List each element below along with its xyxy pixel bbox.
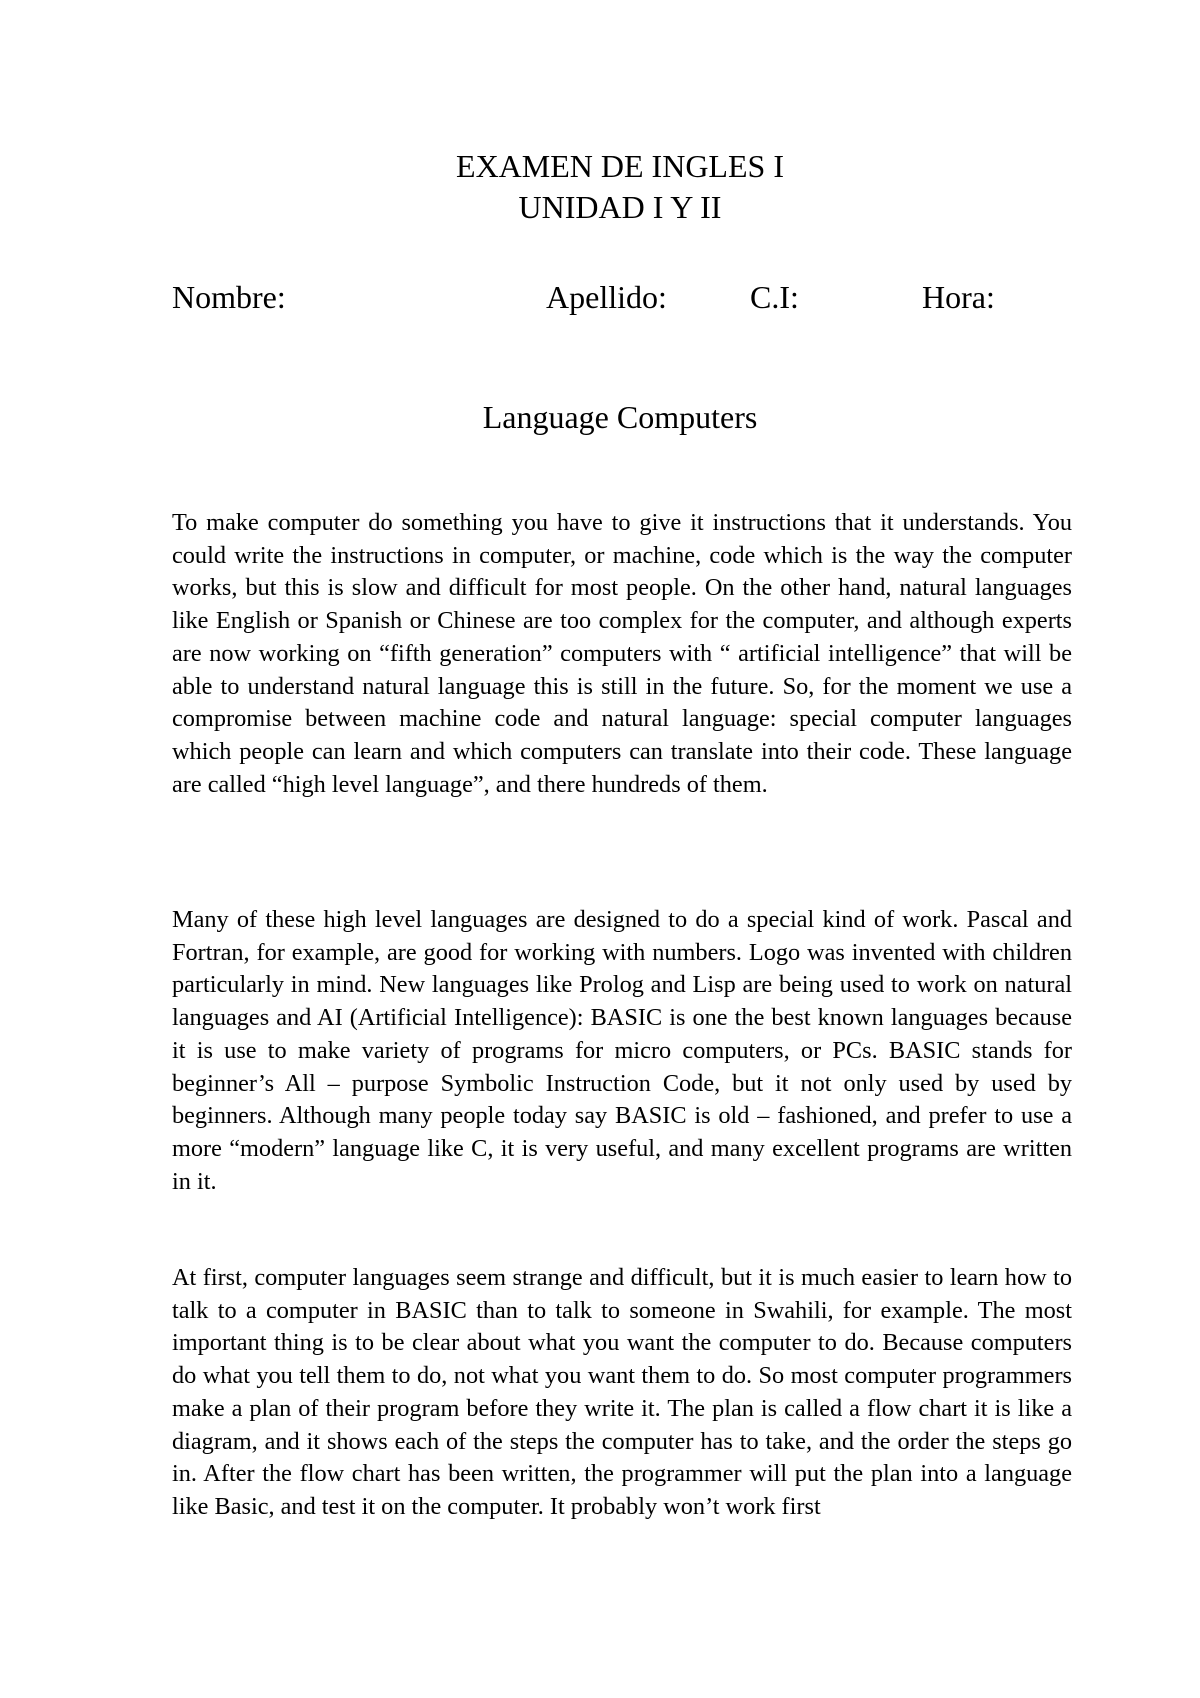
reading-paragraph-1: To make computer do something you have to give it instructions that it understands. You could write the instructions in computer, or machine, code which is the way the computer works, but this is slow and difficult for most people. On the other hand, natural languages like English or Spanish or Chinese are too complex for the computer, and although experts are now working on “fifth generation” computers with “ artificial intelligence” that will be able to understand natural language this is still in the future. So, for the moment we use a compromise between machine code and natural language: special computer languages which people can learn and which computers can translate into their code. These language are called “high level language”, and there hundreds of them. bbox=[172, 509, 1072, 798]
reading-paragraph-2: Many of these high level languages are designed to do a special kind of work. Pascal and Fortran, for example, are good for working with numbers. Logo was invented with children particularly in mind. New languages like Prolog and Lisp are being used to work on natural languages and AI (Artificial Intelligence): BASIC is one the best known languages because it is use to make variety of programs for micro computers, or PCs. BASIC stands for beginner’s All – purpose Symbolic Instruction Code, but it not only used by used by beginners. Although many people today say BASIC is old – fashioned, and prefer to use a more “modern” language like C, it is very useful, and many excellent programs are written in it. bbox=[172, 906, 1072, 1195]
reading-paragraph-3: At first, computer languages seem strange and difficult, but it is much easier to learn how to talk to a computer in BASIC than to talk to someone in Swahili, for example. The most important thing is to be clear about what you want the computer to do. Because computers do what you tell them to do, not what you want them to do. So most computer programmers make a plan of their program before they write it. The plan is called a flow chart it is like a diagram, and it shows each of the steps the computer has to take, and the order the steps go in. After the flow chart has been written, the programmer will put the plan into a language like Basic, and test it on the computer. It probably won’t work first bbox=[172, 1264, 1072, 1520]
exam-heading bbox=[0, 146, 1200, 228]
exam-subtitle: UNIDAD I Y II bbox=[518, 189, 722, 225]
apellido-label: Apellido: bbox=[546, 279, 667, 315]
ci-label: C.I: bbox=[750, 279, 799, 315]
exam-title: EXAMEN DE INGLES I bbox=[456, 148, 784, 184]
student-info-row bbox=[0, 275, 1200, 319]
reading-title: Language Computers bbox=[482, 399, 758, 435]
hora-label: Hora: bbox=[922, 279, 995, 315]
nombre-label: Nombre: bbox=[172, 279, 286, 315]
